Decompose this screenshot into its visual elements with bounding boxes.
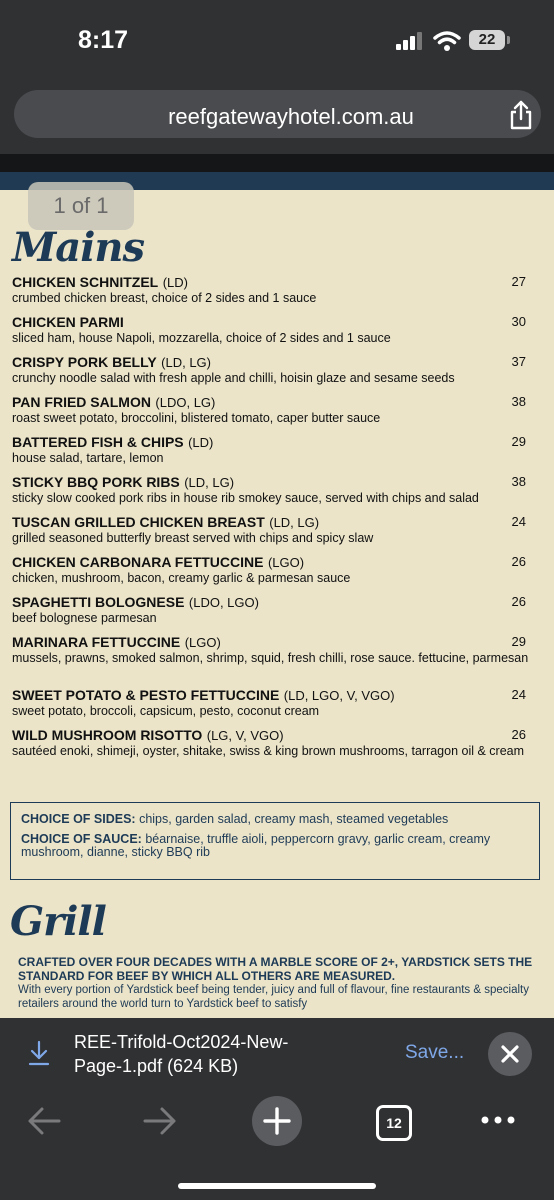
menu-item (12, 394, 542, 425)
menu-item (12, 474, 542, 505)
menu-item-description: sweet potato, broccoli, capsicum, pesto, coconut cream (12, 704, 320, 718)
sides-label: CHOICE OF SIDES: (21, 812, 136, 826)
menu-item (12, 594, 542, 625)
save-button[interactable]: Save... (405, 1042, 465, 1063)
menu-item-tags: (LD, LGO, V, VGO) (283, 688, 395, 703)
menu-item-tags: (LD, LG) (184, 475, 235, 490)
menu-item-price: 37 (511, 354, 526, 369)
menu-item-name: STICKY BBQ PORK RIBS (12, 474, 180, 490)
sides-line (11, 813, 539, 826)
menu-item (12, 274, 542, 305)
sides-text: chips, garden salad, creamy mash, steamed vegetables (139, 812, 449, 826)
forward-arrow-icon[interactable] (142, 1106, 178, 1136)
menu-item-tags: (LG, V, VGO) (206, 728, 284, 743)
menu-item-name: CRISPY PORK BELLY (12, 354, 157, 370)
menu-item-tags: (LD, LG) (161, 355, 211, 370)
cellular-signal-icon (396, 32, 424, 50)
menu-item-tags: (LD, LG) (269, 515, 320, 530)
plus-icon (252, 1096, 302, 1146)
close-download-button[interactable] (488, 1032, 532, 1076)
address-bar-area (0, 84, 554, 154)
menu-item-description: sliced ham, house Napoli, mozzarella, choice of 2 sides and 1 sauce (12, 331, 391, 345)
menu-item-name: BATTERED FISH & CHIPS (12, 434, 184, 450)
menu-item-description: crumbed chicken breast, choice of 2 sides and 1 sauce (12, 291, 317, 305)
menu-item (12, 354, 542, 385)
close-icon (488, 1032, 532, 1076)
menu-item-price: 26 (511, 554, 526, 569)
menu-item-description: sautéed enoki, shimeji, oyster, shitake, swiss & king brown mushrooms, tarragon oil & cream (12, 744, 525, 758)
tab-switcher-button[interactable]: 12 (376, 1105, 412, 1141)
url-text[interactable]: reefgatewayhotel.com.au (168, 104, 414, 129)
grill-subheading: CRAFTED OVER FOUR DECADES WITH A MARBLE SCORE OF 2+, YARDSTICK SETS THE STANDARD FOR BEEF BY WHICH ALL OTHERS ARE MEASURED. (18, 955, 533, 983)
new-tab-button[interactable] (252, 1096, 302, 1146)
menu-item-name: SPAGHETTI BOLOGNESE (12, 594, 185, 610)
menu-item-description: sticky slow cooked pork ribs in house rib smokey sauce, served with chips and salad (12, 491, 479, 505)
menu-item-name: CHICKEN CARBONARA FETTUCCINE (12, 554, 264, 570)
menu-item-description: house salad, tartare, lemon (12, 451, 164, 465)
menu-item-description: crunchy noodle salad with fresh apple and chilli, hoisin glaze and sesame seeds (12, 371, 455, 385)
menu-item-price: 38 (511, 394, 526, 409)
menu-item-price: 29 (511, 434, 526, 449)
page-indicator: 1 of 1 (28, 182, 134, 230)
download-bar (0, 1018, 554, 1088)
menu-item-price: 24 (511, 687, 526, 702)
menu-item-name: WILD MUSHROOM RISOTTO (12, 727, 203, 743)
menu-item-price: 30 (511, 314, 526, 329)
menu-item-name: CHICKEN PARMI (12, 314, 124, 330)
more-options-icon[interactable] (480, 1114, 516, 1126)
download-icon (28, 1040, 50, 1066)
sauce-label: CHOICE OF SAUCE: (21, 832, 142, 846)
pdf-viewer[interactable] (0, 172, 554, 1018)
menu-item-price: 29 (511, 634, 526, 649)
home-indicator (178, 1183, 376, 1189)
menu-item-tags: (LGO) (184, 635, 221, 650)
status-time: 8:17 (78, 26, 129, 54)
menu-item-name: MARINARA FETTUCCINE (12, 634, 181, 650)
menu-item-price: 24 (511, 514, 526, 529)
menu-item-description: mussels, prawns, smoked salmon, shrimp, squid, fresh chilli, rose sauce. fettucine, parmesan (12, 651, 529, 665)
sauce-text: béarnaise, truffle aioli, peppercorn gravy, garlic cream, creamy mushroom, dianne, sticky BBQ rib (21, 832, 491, 859)
menu-item-tags: (LD) (188, 435, 214, 450)
download-filename: REE-Trifold-Oct2024-New-Page-1.pdf (624 KB) (74, 1032, 289, 1076)
menu-item-tags: (LDO, LGO) (188, 595, 259, 610)
sauce-line (11, 833, 539, 859)
menu-item-tags: (LD) (162, 275, 188, 290)
menu-item-name: SWEET POTATO & PESTO FETTUCCINE (12, 687, 280, 703)
menu-item (12, 514, 542, 545)
mains-heading: Mains (12, 224, 144, 271)
status-bar (0, 0, 554, 84)
sides-and-sauce-box (10, 802, 540, 880)
menu-item-description: beef bolognese parmesan (12, 611, 157, 625)
menu-item-name: TUSCAN GRILLED CHICKEN BREAST (12, 514, 265, 530)
menu-item (12, 434, 542, 465)
grill-heading: Grill (10, 898, 106, 945)
menu-item-price: 26 (511, 727, 526, 742)
menu-item-price: 27 (511, 274, 526, 289)
share-icon[interactable] (508, 100, 534, 130)
menu-item-description: chicken, mushroom, bacon, creamy garlic & parmesan sauce (12, 571, 351, 585)
battery-cap (507, 36, 510, 44)
page-divider (0, 154, 554, 172)
wifi-icon (433, 30, 461, 52)
menu-item-name: CHICKEN SCHNITZEL (12, 274, 159, 290)
menu-item-tags: (LDO, LG) (155, 395, 216, 410)
menu-item-tags: (LGO) (267, 555, 305, 570)
menu-item-description: roast sweet potato, broccolini, blistered tomato, caper butter sauce (12, 411, 381, 425)
menu-item (12, 634, 542, 665)
back-arrow-icon[interactable] (26, 1106, 62, 1136)
menu-item-price: 26 (511, 594, 526, 609)
menu-item-description: grilled seasoned butterfly breast served with chips and spicy slaw (12, 531, 374, 545)
address-bar[interactable] (14, 90, 541, 138)
battery-icon: 22 (469, 30, 505, 50)
menu-item (12, 687, 542, 718)
menu-item (12, 727, 542, 758)
menu-item (12, 554, 542, 585)
menu-item-price: 38 (511, 474, 526, 489)
menu-item (12, 314, 542, 345)
menu-item-name: PAN FRIED SALMON (12, 394, 151, 410)
grill-body: With every portion of Yardstick beef being tender, juicy and full of flavour, fine restaurants & specialty retailers around the world turn to Yardstick beef to satisfy (18, 984, 529, 1010)
